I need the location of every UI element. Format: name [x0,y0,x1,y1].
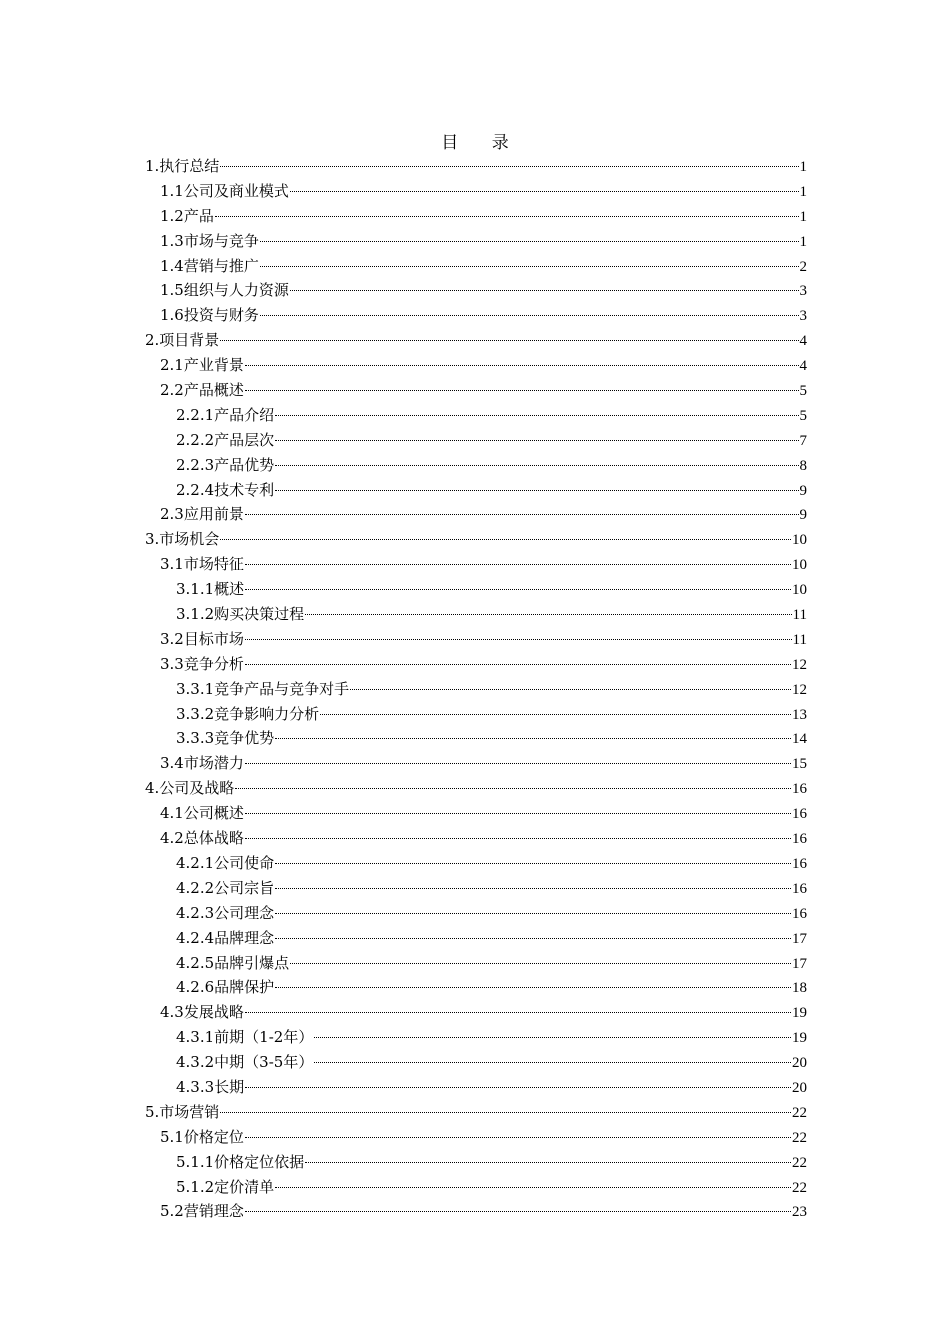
toc-entry-title: 3.4市场潜力 [160,754,244,773]
toc-dot-leader [275,986,791,988]
toc-dot-leader [275,887,791,889]
toc-entry[interactable] [145,1150,807,1175]
toc-dot-leader [320,713,791,715]
toc-list [145,154,807,1224]
toc-entry-page-number: 22 [792,1179,807,1196]
toc-entry-title: 4.2.6品牌保护 [176,978,275,997]
toc-entry[interactable] [145,154,807,179]
toc-entry-page-number: 16 [792,855,807,872]
toc-dot-leader [220,165,798,167]
toc-entry-page-number: 22 [792,1129,807,1146]
toc-entry[interactable] [145,328,807,353]
toc-entry-page-number: 11 [792,631,807,648]
toc-entry-title: 1.4营销与推广 [160,256,259,275]
toc-entry-title: 3.市场机会 [145,530,220,549]
toc-entry-title: 3.1市场特征 [160,555,244,574]
toc-dot-leader [235,787,791,789]
toc-entry-title: 5.1价格定位 [160,1127,244,1146]
toc-dot-leader [275,464,798,466]
toc-entry[interactable] [145,627,807,652]
toc-entry[interactable] [145,1000,807,1025]
toc-entry[interactable] [145,527,807,552]
toc-entry[interactable] [145,478,807,503]
toc-entry-title: 1.执行总结 [145,157,220,175]
toc-entry[interactable] [145,1199,807,1224]
toc-entry[interactable] [145,652,807,677]
toc-entry-page-number: 4 [799,333,807,350]
toc-entry-title: 1.6投资与财务 [160,306,259,325]
toc-dot-leader [350,688,791,690]
toc-entry-page-number: 18 [792,980,807,997]
toc-dot-leader [245,1210,791,1212]
toc-entry-title: 1.5组织与人力资源 [160,281,289,300]
toc-dot-leader [290,289,799,291]
toc-entry-title: 5.市场营销 [145,1102,220,1121]
toc-dot-leader [245,513,799,515]
toc-dot-leader [245,563,791,565]
toc-entry-page-number: 2 [799,258,807,275]
toc-entry-title: 1.3市场与竞争 [160,231,259,250]
toc-dot-leader [275,737,791,739]
toc-entry-title: 1.2产品 [160,206,214,225]
toc-entry-title: 3.2目标市场 [160,629,244,648]
toc-entry[interactable] [145,776,807,801]
toc-entry-title: 2.2.1产品介绍 [176,405,275,424]
toc-entry[interactable] [145,801,807,826]
toc-dot-leader [260,240,799,242]
toc-entry[interactable] [145,975,807,1000]
toc-entry-page-number: 15 [792,756,807,773]
toc-dot-leader [275,862,791,864]
toc-entry-page-number: 20 [792,1055,807,1072]
toc-dot-leader [290,962,791,964]
toc-entry[interactable] [145,552,807,577]
toc-entry-title: 2.2.3产品优势 [176,455,275,474]
toc-entry-page-number: 16 [792,831,807,848]
toc-dot-leader [275,912,791,914]
toc-entry-page-number: 4 [799,358,807,375]
toc-entry[interactable] [145,453,807,478]
toc-dot-leader [245,364,799,366]
toc-dot-leader [245,1136,791,1138]
toc-entry[interactable] [145,278,807,303]
toc-entry-title: 3.1.1概述 [176,580,245,599]
toc-entry-title: 2.2.4技术专利 [176,480,275,499]
toc-entry-page-number: 19 [792,1030,807,1047]
toc-dot-leader [245,812,791,814]
toc-entry-title: 1.1公司及商业模式 [160,181,289,200]
toc-dot-leader [275,937,791,939]
toc-entry-page-number: 20 [792,1079,807,1096]
toc-entry[interactable] [145,1175,807,1200]
toc-entry-page-number: 3 [799,283,807,300]
toc-entry-title: 5.1.1价格定位依据 [176,1152,305,1171]
toc-dot-leader [305,1161,791,1163]
toc-entry[interactable] [145,303,807,328]
toc-entry-page-number: 16 [792,806,807,823]
toc-entry-title: 4.2.4品牌理念 [176,928,275,947]
toc-entry-page-number: 22 [792,1104,807,1121]
toc-entry-page-number: 1 [799,208,807,225]
toc-entry-page-number: 19 [792,1005,807,1022]
toc-entry-page-number: 17 [792,930,807,947]
toc-dot-leader [305,613,791,615]
toc-entry-page-number: 11 [792,607,807,624]
toc-entry-page-number: 9 [799,482,807,499]
toc-entry-title: 3.1.2购买决策过程 [176,605,305,624]
toc-entry-page-number: 16 [792,781,807,798]
toc-entry-title: 3.3.1竞争产品与竞争对手 [176,679,350,698]
toc-entry[interactable] [145,826,807,851]
toc-entry[interactable] [145,577,807,602]
toc-entry-title: 4.2.1公司使命 [176,853,275,872]
toc-dot-leader [245,389,799,391]
toc-entry[interactable] [145,702,807,727]
toc-entry-page-number: 1 [799,233,807,250]
toc-entry-page-number: 12 [792,681,807,698]
toc-entry-title: 5.1.2定价清单 [176,1177,275,1196]
toc-dot-leader [260,265,799,267]
toc-entry-title: 4.公司及战略 [145,779,235,798]
toc-dot-leader [215,215,799,217]
toc-dot-leader [275,489,798,491]
toc-dot-leader [245,837,791,839]
toc-entry-title: 4.1公司概述 [160,804,244,823]
toc-title: 目 录 [441,133,523,153]
toc-dot-leader [245,663,791,665]
toc-entry-title: 4.3.3长期 [176,1077,245,1096]
toc-entry-title: 3.3竞争分析 [160,654,244,673]
toc-dot-leader [290,190,799,192]
toc-dot-leader [275,439,798,441]
toc-entry[interactable] [145,428,807,453]
toc-entry[interactable] [145,726,807,751]
toc-entry-title: 2.2.2产品层次 [176,430,275,449]
toc-entry-title: 4.3发展战略 [160,1003,244,1022]
toc-entry[interactable] [145,1075,807,1100]
toc-entry-page-number: 22 [792,1154,807,1171]
toc-entry-title: 4.2.2公司宗旨 [176,878,275,897]
toc-entry-page-number: 10 [792,557,807,574]
toc-entry[interactable] [145,602,807,627]
toc-entry-page-number: 1 [799,159,807,175]
toc-entry-title: 4.3.1前期（1-2年） [176,1028,314,1047]
toc-entry-title: 4.2.5品牌引爆点 [176,953,290,972]
toc-entry-page-number: 10 [792,582,807,599]
toc-dot-leader [314,1061,791,1063]
toc-entry-title: 5.2营销理念 [160,1202,244,1221]
toc-dot-leader [245,762,791,764]
toc-entry-title: 4.2总体战略 [160,829,244,848]
toc-entry-page-number: 3 [799,308,807,325]
toc-entry-page-number: 1 [799,183,807,200]
toc-dot-leader [245,638,792,640]
toc-entry[interactable] [145,851,807,876]
toc-dot-leader [275,1186,791,1188]
toc-entry-title: 2.2产品概述 [160,381,244,400]
toc-entry[interactable] [145,876,807,901]
toc-entry-page-number: 13 [792,706,807,723]
toc-entry-page-number: 23 [792,1204,807,1221]
toc-entry[interactable] [145,677,807,702]
toc-entry[interactable] [145,254,807,279]
toc-entry[interactable] [145,1050,807,1075]
toc-entry-title: 2.项目背景 [145,331,220,350]
toc-entry-title: 4.2.3公司理念 [176,903,275,922]
toc-entry-page-number: 5 [799,407,807,424]
toc-entry-page-number: 9 [799,507,807,524]
toc-dot-leader [314,1036,791,1038]
toc-entry-page-number: 14 [792,731,807,748]
toc-entry[interactable] [145,751,807,776]
toc-entry-title: 3.3.2竞争影响力分析 [176,704,320,723]
toc-entry-page-number: 8 [799,457,807,474]
toc-entry[interactable] [145,353,807,378]
toc-entry-page-number: 5 [799,383,807,400]
toc-dot-leader [245,1086,791,1088]
toc-entry[interactable] [145,179,807,204]
toc-entry[interactable] [145,229,807,254]
toc-dot-leader [220,538,791,540]
toc-dot-leader [260,314,799,316]
toc-entry-title: 2.1产业背景 [160,356,244,375]
toc-entry[interactable] [145,1100,807,1125]
toc-dot-leader [245,1011,791,1013]
toc-entry[interactable] [145,1125,807,1150]
toc-entry[interactable] [145,403,807,428]
toc-entry[interactable] [145,378,807,403]
toc-entry[interactable] [145,204,807,229]
toc-entry-page-number: 7 [799,432,807,449]
toc-entry[interactable] [145,926,807,951]
toc-dot-leader [220,1111,791,1113]
toc-entry[interactable] [145,951,807,976]
toc-entry-page-number: 17 [792,955,807,972]
toc-entry[interactable] [145,1025,807,1050]
toc-entry-page-number: 16 [792,905,807,922]
toc-dot-leader [245,588,791,590]
toc-dot-leader [220,339,798,341]
toc-entry-title: 2.3应用前景 [160,505,244,524]
toc-entry-title: 3.3.3竞争优势 [176,729,275,748]
toc-entry-page-number: 10 [792,532,807,549]
toc-entry[interactable] [145,502,807,527]
toc-entry-title: 4.3.2中期（3-5年） [176,1053,314,1072]
toc-dot-leader [275,414,798,416]
toc-entry-page-number: 16 [792,880,807,897]
toc-entry-page-number: 12 [792,656,807,673]
toc-entry[interactable] [145,901,807,926]
